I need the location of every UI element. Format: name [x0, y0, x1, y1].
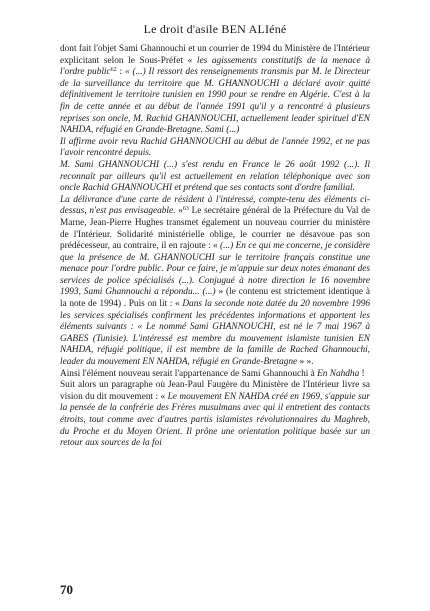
text-run: dont fait l'objet Sami Ghannouchi et un courrier de 1994 du Ministère de l'Intérieur explicitant selon le Sous-Préfet «	[60, 44, 370, 66]
italic-run: les agissements constitutifs de la menace à l'ordre public	[60, 55, 370, 78]
text-run: !	[359, 368, 365, 379]
text-run: Ainsi l'élément nouveau serait l'appartenance de Sami Ghannouchi à	[60, 368, 318, 379]
text-run: :	[116, 67, 125, 78]
italic-run: « (...) Il ressort des renseignements transmis par M. le Directeur de la surveillance du territoire que M. GHANNOUCHI a déclaré avoir quitté définitivement le territoire tunisien en 1990 pour se rendre en Algérie. C'est à la fin de cette année et au début de l'année 1991 qu'il y a rencontré à plusieurs reprises son oncle, M. Rachid GHANNOUCHI, actuellement leader spirituel d'EN NAHDA, réfugié en Grande-Bretagne. Sami (...)	[60, 67, 371, 136]
text-run: » (le contenu est strictement identique à la note de 1994) . Puis on lit : «	[60, 287, 370, 310]
paragraph	[60, 137, 370, 160]
paragraph	[60, 369, 370, 381]
text-run: Le secrétaire général de la Préfecture du Val de Marne, Jean-Pierre Hughes transmet également un nouveau courrier du ministère de l'Intérieur. Solidarité ministérielle oblige, le courrier ne désavoue pas son prédécesseur, au contraire, il en rajoute : «	[60, 206, 371, 252]
paragraph	[60, 380, 370, 450]
running-header: Le droit d'asile BEN ALIéné	[143, 22, 287, 36]
paragraph	[60, 44, 370, 137]
italic-run: M. Sami GHANNOUCHI (...) s'est rendu en France le 26 août 1992 (...). Il reconnaît par ailleurs qu'il est actuellement en relation téléphonique avec son oncle Rachid GHANNOUCHI et prétend que ses contacts sont d'ordre familial.	[60, 159, 370, 194]
italic-run: En Nahdha	[317, 368, 360, 379]
paragraph	[60, 160, 370, 195]
footnote-ref: 62	[110, 67, 117, 74]
paragraph	[60, 195, 370, 369]
body-text	[60, 44, 370, 450]
italic-run: Dans la seconde note datée du 20 novembre 1996 les services spécialisés confirment les précédentes informations et apportent les éléments suivants : « Le nommé Sami GHANNOUCHI, est né le 7 mai 1967 à GABES (Tunisie). L'intéressé est membre du mouvement islamiste tunisien EN NAHDA, réfugié politique, il est membre de la famille de Rached Ghannouchi, leader du mouvement EN NAHDA, réfugié en Grande-Bretagne	[60, 299, 370, 368]
italic-run: La délivrance d'une carte de résident à l'intéressé, compte-tenu des éléments ci-dessus, n'est pas envisageable.	[60, 194, 370, 217]
page-number: 70	[60, 582, 73, 597]
italic-run: (...) En ce qui me concerne, je considère que la présence de M. GHANNOUCHI sur le territoire français constitue une menace pour l'ordre public. Pour ce faire, je m'appuie sur deux notes émanant des services de police spécialisés (...). Conjugué à notre direction le 16 novembre 1993, Sami Ghannouchi a répondu... (...)	[60, 241, 371, 298]
footnote-ref: 63	[182, 206, 189, 213]
text-run: » ».	[297, 357, 314, 368]
italic-run: Le mouvement EN NAHDA créé en 1969, s'appuie sur la pensée de la confrérie des Frères musulmans avec qui il entretient des contacts étroits, tout comme avec d'autres partis islamistes révolutionnaires du Maghreb, du Proche et du Moyen Orient. Il prône une orientation politique basée sur un retour aux sources de la foi	[60, 391, 370, 449]
text-run: Suit alors un paragraphe où Jean-Paul Faugère du Ministère de l'Intérieur livre sa vision du dit mouvement : «	[60, 380, 370, 402]
text-run: »	[175, 206, 183, 217]
italic-run: Il affirme avoir revu Rachid GHANNOUCHI au début de l'année 1992, et ne pas l'avoir rencontré depuis.	[60, 136, 370, 159]
